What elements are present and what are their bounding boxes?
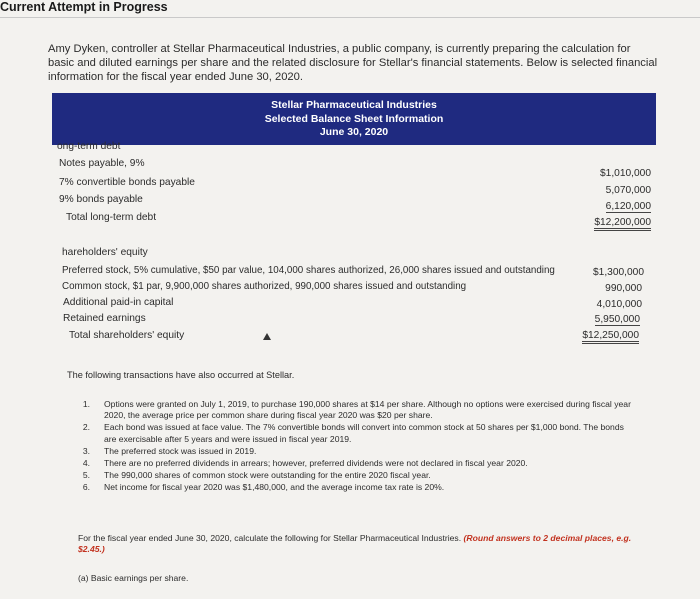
part-a-label: (a) Basic earnings per share. xyxy=(78,573,189,583)
value-convertible-bonds: 5,070,000 xyxy=(605,185,651,196)
row-label-total-long-term-debt: Total long-term debt xyxy=(66,212,157,223)
section-heading-long-term-debt: ong-term debt xyxy=(57,141,121,152)
value-total-long-term-debt: $12,200,000 xyxy=(594,217,651,231)
list-item: 6. Net income for fiscal year 2020 was $1,480,000, and the average income tax rate is 20%. xyxy=(82,482,445,493)
row-label-total-equity: Total shareholders' equity xyxy=(69,330,185,341)
transactions-intro: The following transactions have also occurred at Stellar. xyxy=(67,370,295,380)
rounding-note: (Round answers to 2 decimal places, e.g. $2.45.) xyxy=(78,533,632,554)
intro-paragraph: Amy Dyken, controller at Stellar Pharmaceutical Industries, a public company, is currently preparing the calculation for basic and diluted earnings per share and the related disclosure for Stellar's financial statements. Below is selected financial information for the fiscal year ended June 30, 2020. xyxy=(48,43,658,83)
value-notes-payable: $1,010,000 xyxy=(600,168,651,179)
row-label-convertible-bonds: 7% convertible bonds payable xyxy=(59,177,195,188)
section-heading-equity: hareholders' equity xyxy=(62,247,148,258)
list-item: 2. Each bond was issued at face value. The 7% convertible bonds will convert into common stock at 50 shares per $1,000 bond. The bonds are exercisable after 5 years and were issued in fiscal year 2019. xyxy=(82,422,624,444)
question-prompt xyxy=(78,533,658,555)
list-item: 1. Options were granted on July 1, 2019, to purchase 190,000 shares at $14 per share. Although no options were exercised during fiscal year 2020, the average price per common share during fiscal year 2020 was $20 per share. xyxy=(82,399,631,421)
row-label-bonds-payable: 9% bonds payable xyxy=(59,194,143,205)
company-name: Stellar Pharmaceutical Industries xyxy=(271,99,437,111)
row-label-retained-earnings: Retained earnings xyxy=(63,313,146,324)
transactions-list xyxy=(74,399,634,495)
row-label-common-stock: Common stock, $1 par, 9,900,000 shares authorized, 990,000 shares issued and outstanding xyxy=(62,281,467,292)
value-total-equity: $12,250,000 xyxy=(582,330,639,344)
value-preferred-stock: $1,300,000 xyxy=(593,267,644,278)
row-label-preferred-stock: Preferred stock, 5% cumulative, $50 par value, 104,000 shares authorized, 26,000 shares issued and outstanding xyxy=(62,265,555,276)
row-label-notes-payable: Notes payable, 9% xyxy=(59,158,145,169)
value-common-stock: 990,000 xyxy=(605,283,642,294)
table-header-banner xyxy=(52,93,656,145)
divider xyxy=(0,17,700,18)
row-label-apic: Additional paid-in capital xyxy=(63,297,174,308)
value-bonds-payable: 6,120,000 xyxy=(605,201,651,212)
value-retained-earnings: 5,950,000 xyxy=(594,314,640,325)
list-item: 4. There are no preferred dividends in arrears; however, preferred dividends were not declared in fiscal year 2020. xyxy=(82,458,528,469)
statement-date: June 30, 2020 xyxy=(319,126,389,138)
list-item: 5. The 990,000 shares of common stock were outstanding for the entire 2020 fiscal year. xyxy=(82,470,431,481)
statement-title: Selected Balance Sheet Information xyxy=(264,112,444,125)
value-apic: 4,010,000 xyxy=(596,299,642,310)
mouse-cursor-icon xyxy=(263,333,271,340)
page-title: Current Attempt in Progress xyxy=(0,0,168,14)
question-text: For the fiscal year ended June 30, 2020, calculate the following for Stellar Pharmaceutical Industries. xyxy=(78,533,462,543)
list-item: 3. The preferred stock was issued in 2019. xyxy=(82,445,257,456)
